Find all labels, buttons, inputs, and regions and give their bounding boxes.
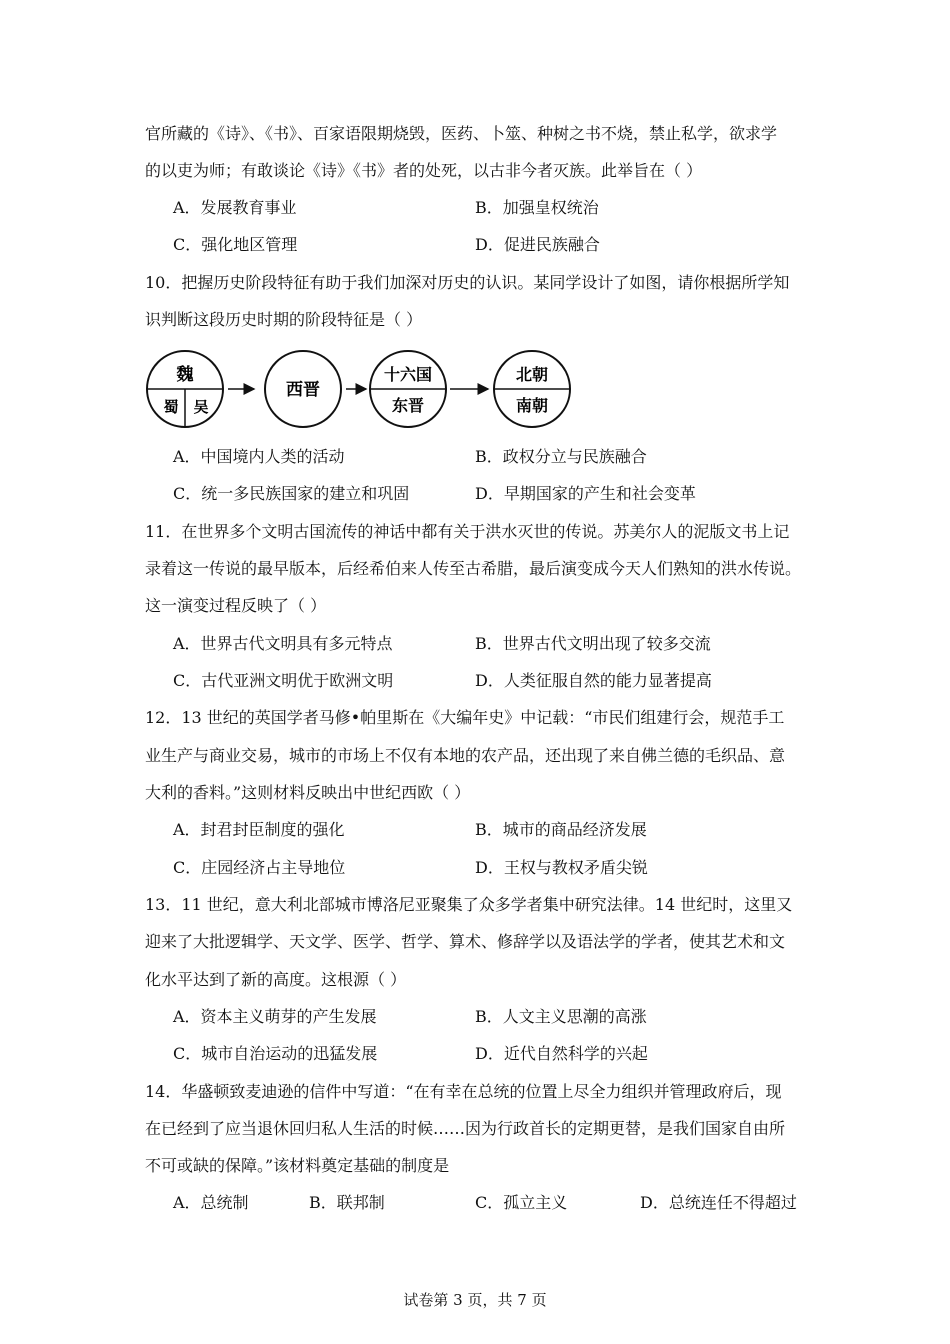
option-d: D．王权与教权矛盾尖锐 xyxy=(475,858,648,877)
question-11-line-1: 11．在世界多个文明古国流传的神话中都有关于洪水灭世的传说。苏美尔人的泥版文书上记 xyxy=(145,522,790,541)
question-9-line-1: 官所藏的《诗》、《书》、百家语限期烧毁，医药、卜筮、种树之书不烧，禁止私学，欲求学 xyxy=(145,124,778,143)
label-wu: 吴 xyxy=(193,398,209,416)
question-13-line-1: 13．11 世纪，意大利北部城市博洛尼亚聚集了众多学者集中研究法律。14 世纪时，这里又 xyxy=(145,895,793,914)
question-13-line-3: 化水平达到了新的高度。这根源（ ） xyxy=(145,970,407,989)
option-b: B．城市的商品经济发展 xyxy=(475,820,647,839)
option-d: D．人类征服自然的能力显著提高 xyxy=(475,671,712,690)
circle-sixteen-kingdoms xyxy=(370,351,446,427)
option-b: B．加强皇权统治 xyxy=(475,198,599,217)
label-nanchao: 南朝 xyxy=(515,396,549,415)
option-c: C．孤立主义 xyxy=(475,1193,568,1212)
question-10-line-1: 10．把握历史阶段特征有助于我们加深对历史的认识。某同学设计了如图，请你根据所学知 xyxy=(145,273,790,292)
option-d: D．早期国家的产生和社会变革 xyxy=(475,484,696,503)
option-b: B．人文主义思潮的高涨 xyxy=(475,1007,647,1026)
question-12-line-1: 12．13 世纪的英国学者马修•帕里斯在《大编年史》中记载：“市民们组建行会，规范手工 xyxy=(145,708,785,727)
option-a: A．发展教育事业 xyxy=(173,198,297,217)
label-shu: 蜀 xyxy=(163,398,179,416)
option-c: C．城市自治运动的迅猛发展 xyxy=(173,1044,378,1063)
label-shiliuguo: 十六国 xyxy=(383,365,433,384)
option-b: B．政权分立与民族融合 xyxy=(475,447,647,466)
question-10-line-2: 识判断这段历史时期的阶段特征是（ ） xyxy=(145,310,423,329)
question-11-line-2: 录着这一传说的最早版本，后经希伯来人传至古希腊，最后演变成今天人们熟知的洪水传说。 xyxy=(145,559,802,578)
circle-three-kingdoms xyxy=(147,351,223,427)
option-d: D．总统连任不得超过 xyxy=(640,1193,797,1212)
label-beichao: 北朝 xyxy=(515,365,549,384)
option-d: D．近代自然科学的兴起 xyxy=(475,1044,648,1063)
option-c: C．庄园经济占主导地位 xyxy=(173,858,346,877)
dynasty-flow-diagram xyxy=(140,345,590,435)
option-c: C．统一多民族国家的建立和巩固 xyxy=(173,484,410,503)
question-14-line-3: 不可或缺的保障。”该材料奠定基础的制度是 xyxy=(145,1156,450,1175)
question-9-line-2: 的以吏为师；有敢谈论《诗》《书》者的处死，以古非今者灭族。此举旨在（ ） xyxy=(145,161,703,180)
question-11-line-3: 这一演变过程反映了（ ） xyxy=(145,596,327,615)
option-b: B．联邦制 xyxy=(309,1193,385,1212)
option-b: B．世界古代文明出现了较多交流 xyxy=(475,634,711,653)
option-c: C．古代亚洲文明优于欧洲文明 xyxy=(173,671,394,690)
label-dongjin: 东晋 xyxy=(391,396,425,415)
label-xijin: 西晋 xyxy=(286,380,320,400)
circle-northern-southern xyxy=(494,351,570,427)
page-footer: 试卷第 3 页，共 7 页 xyxy=(403,1291,547,1309)
option-c: C．强化地区管理 xyxy=(173,235,298,254)
option-d: D．促进民族融合 xyxy=(475,235,600,254)
option-a: A．总统制 xyxy=(173,1193,249,1212)
question-12-line-2: 业生产与商业交易，城市的市场上不仅有本地的农产品，还出现了来自佛兰德的毛织品、意 xyxy=(145,746,786,765)
circle-western-jin xyxy=(265,351,341,427)
question-12-line-3: 大利的香料。”这则材料反映出中世纪西欧（ ） xyxy=(145,783,471,802)
question-13-line-2: 迎来了大批逻辑学、天文学、医学、哲学、算术、修辞学以及语法学的学者，使其艺术和文 xyxy=(145,932,786,951)
option-a: A．世界古代文明具有多元特点 xyxy=(173,634,393,653)
question-14-line-2: 在已经到了应当退休回归私人生活的时候……因为行政首长的定期更替，是我们国家自由所 xyxy=(145,1119,786,1138)
option-a: A．中国境内人类的活动 xyxy=(173,447,345,466)
label-wei: 魏 xyxy=(176,365,194,385)
option-a: A．封君封臣制度的强化 xyxy=(173,820,345,839)
option-a: A．资本主义萌芽的产生发展 xyxy=(173,1007,377,1026)
question-14-line-1: 14．华盛顿致麦迪逊的信件中写道：“在有幸在总统的位置上尽全力组织并管理政府后，现 xyxy=(145,1082,782,1101)
